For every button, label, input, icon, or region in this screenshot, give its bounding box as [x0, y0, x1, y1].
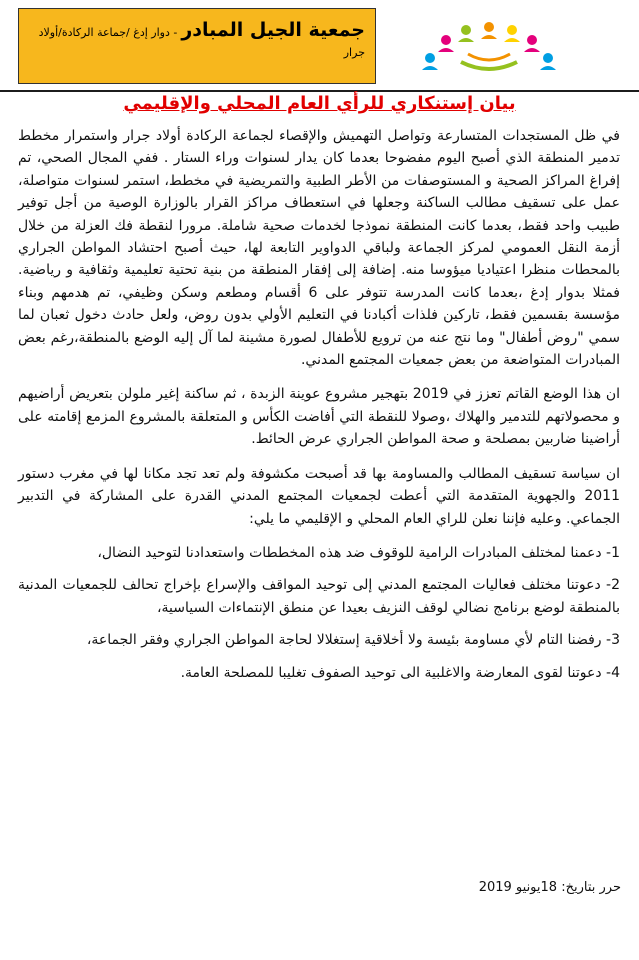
- header-divider: [0, 90, 639, 92]
- colorful-people-circle-logo-icon: [406, 18, 572, 78]
- statement-date: حرر بتاريخ: 18يونيو 2019: [478, 880, 621, 895]
- organization-header: [18, 8, 376, 84]
- statement-title: بيان إستنكاري للرأي العام المحلي والإقليمي: [123, 93, 516, 114]
- demand-3: 3- رفضنا التام لأي مساومة بئيسة ولا أخلاقية إستغلالا لحاجة المواطن الجراري وفقر الجماعة،: [86, 632, 620, 649]
- paragraph-3: ان سياسة تسقيف المطالب والمساومة بها قد أصبحت مكشوفة ولم تعد تجد مكانا لها في مغرب دستور 2011 والجهوية المتقدمة التي أعطت لجمعيات المجتمع المدني القدرة على المشاركة في التدبير الجماعي. وعليه فإننا نعلن للراي العام المحلي و الإقليمي ما يلي:: [18, 465, 620, 527]
- paragraph-2: ان هذا الوضع القاتم تعزز في 2019 بتهجير مشروع عوينة الزبدة ، ثم ساكنة إغير ملولن بتعريض أراضيهم و محصولاتهم للتدمير والهلاك ،وصولا للنقطة التي أفاضت الكأس و المتعلقة بالمشروع المزمع إقامته على أراضينا ضاربين بمصلحة و صحة المواطن الجراري عرض الحائط.: [18, 386, 621, 448]
- paragraph-1: في ظل المستجدات المتسارعة وتواصل التهميش والإقصاء لجماعة الركادة أولاد جرار واستمرار مخطط تدمير المنطقة الذي أصبح اليوم مفضوحا بعدما كان يدار لسنوات وراء الستار . ففي المجال الصحي، تم إفراغ المراكز الصحية و المستوصفات من الأطر الطبية والتمريضية في مخطط، استمر لسنوات متواصلة، عمل على تسقيف مطالب الساكنة وجعلها في استعطاف مراكز القرار بالوزارة الوصية من أجل توفير طبيب واحد فقط، بعدما كانت المنطقة نموذجا لخدمات صحية شاملة. مرورا لنقطة فك العزلة من خلال أزمة النقل العمومي لمركز الجماعة ولباقي الدواوير التابعة لها، حيث أصبح احتشاد المواطن الجراري بالمحطات منظرا اعتياديا ميؤوسا منه. إضافة إلى إفقار المنطقة من بنية تحتية تعليمية وثقافية و رياضية. فمثلا بدوار إدغ ،بعدما كانت المدرسة تتوفر على 6 أقسام ومطعم وسكن وظيفي، تم هدمهم وبناء مؤسسة بقسمين فقط، تاركين فلذات أكبادنا في التعليم الأولي بدون روض، ولعل حادث دخول ثعبان لما سمي "روض أطفال" وما نتج عنه من ترويع للأطفال لصورة مشينة لما آل إليه الوضع بالمنطقة،رغم بعض المبادرات المتواضعة من بعض جمعيات المجتمع المدني.: [18, 128, 620, 369]
- statement-body: [18, 125, 620, 694]
- organization-location: - دوار إدغ /جماعة الركادة/أولاد جرار: [38, 26, 365, 59]
- demand-1: 1- دعمنا لمختلف المبادرات الرامية للوقوف ضد هذه المخططات واستعدادنا لتوحيد النضال،: [97, 544, 620, 561]
- demand-4: 4- دعوتنا لقوى المعارضة والاغلبية الى توحيد الصفوف تغليبا للمصلحة العامة.: [180, 664, 620, 681]
- organization-name: جمعية الجيل المبادر: [181, 19, 365, 41]
- demand-2: 2- دعوتنا مختلف فعاليات المجتمع المدني إلى توحيد المواقف والإسراع بإخراج تحالف للجمعيات المدنية بالمنطقة لوضع برنامج نضالي لوقف النزيف بعيدا عن منطق الإنتماءات السياسية،: [18, 577, 620, 616]
